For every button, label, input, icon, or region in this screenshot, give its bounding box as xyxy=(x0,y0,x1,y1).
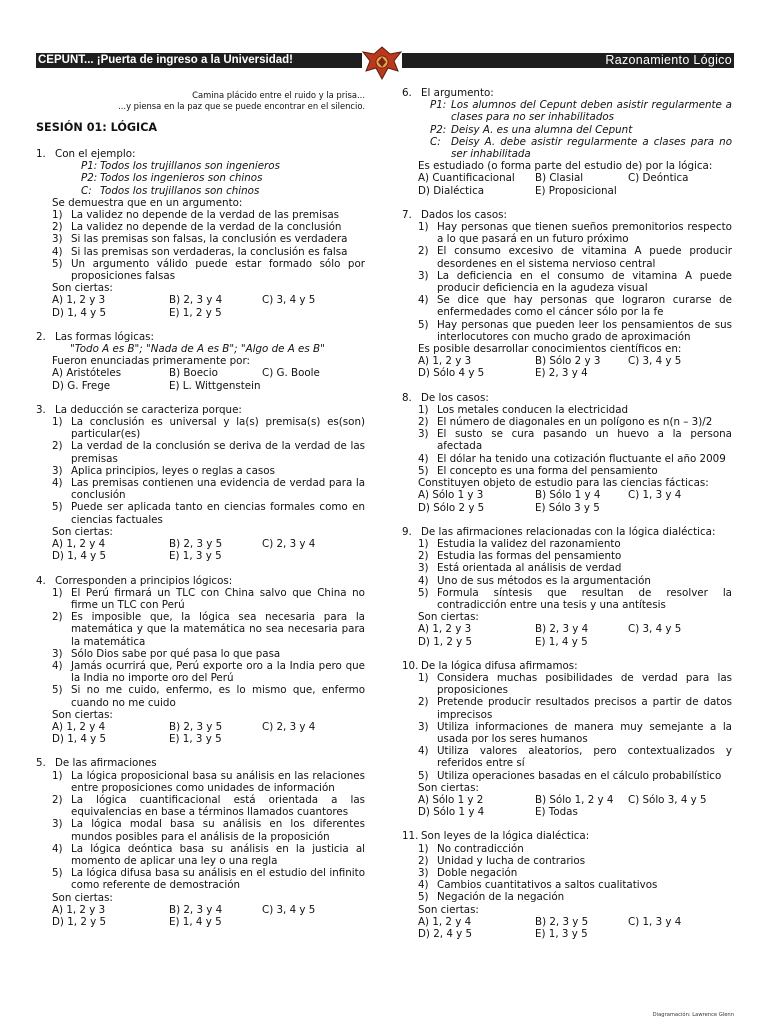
premise-label: C: xyxy=(430,135,441,148)
list-item: 1) La validez no depende de la verdad de las premisas xyxy=(52,209,339,222)
option-b: B) Sólo 1, 2 y 4 xyxy=(535,793,614,806)
question-7 xyxy=(402,209,732,380)
list-item: 5) Hay personas que pueden leer los pensamientos de sus interlocutores con mucho grado de aproximación xyxy=(418,318,732,343)
premise-label: P1: xyxy=(81,160,98,173)
answer-options xyxy=(52,721,365,745)
header-right-title: Razonamiento Lógico xyxy=(402,53,734,68)
question-3 xyxy=(36,404,365,563)
answer-options xyxy=(418,355,732,379)
option-b: B) 2, 3 y 4 xyxy=(169,903,223,916)
list-item: 5) Formula síntesis que resultan de resolver la contradicción entre una tesis y una antítesis xyxy=(418,586,732,611)
answer-options xyxy=(52,904,365,928)
option-c: C) 3, 4 y 5 xyxy=(262,294,316,307)
option-e: E) 1, 3 y 5 xyxy=(169,550,222,563)
question-text: Corresponden a principios lógicos: xyxy=(55,574,233,587)
question-number: 1. xyxy=(36,148,46,160)
premise xyxy=(52,160,365,172)
option-c: C) Sólo 3, 4 y 5 xyxy=(628,793,707,806)
list-item: 2) El número de diagonales en un polígono es n(n – 3)/2 xyxy=(418,416,713,429)
answer-options xyxy=(418,623,732,647)
question-number: 4. xyxy=(36,574,46,587)
premise-label: P2: xyxy=(430,123,447,136)
list-item: 5) Un argumento válido puede estar formado sólo por proposiciones falsas xyxy=(52,257,365,283)
premise-label: P2: xyxy=(81,172,98,185)
option-c: C) 1, 3 y 4 xyxy=(628,489,682,502)
list-item: 1) El Perú firmará un TLC con China salvo que China no firme un TLC con Perú xyxy=(52,586,365,611)
session-title: SESIÓN 01: LÓGICA xyxy=(36,121,158,134)
list-item: 2) Pretende producir resultados precisos a partir de datos imprecisos xyxy=(418,696,732,721)
option-d: D) Sólo 4 y 5 xyxy=(418,367,485,380)
question-text: De las afirmaciones relacionadas con la lógica dialéctica: xyxy=(421,525,716,538)
option-b: B) 2, 3 y 4 xyxy=(169,294,223,307)
right-column xyxy=(402,87,732,952)
list-item: 5) La lógica difusa basa su análisis en el estudio del infinito como referente de demostración xyxy=(52,867,365,892)
option-e: E) L. Wittgenstein xyxy=(169,379,261,392)
epigraph-line: ...y piensa en la paz que se puede encontrar en el silencio. xyxy=(118,100,365,111)
option-b: B) Sólo 1 y 4 xyxy=(535,489,601,502)
answer-options xyxy=(418,489,732,513)
option-a: A) Sólo 1 y 2 xyxy=(418,793,484,806)
option-e: E) 1, 4 y 5 xyxy=(169,915,222,928)
answer-options xyxy=(52,538,365,562)
option-c: C) 1, 3 y 4 xyxy=(628,915,682,928)
option-d: D) Sólo 2 y 5 xyxy=(418,501,485,514)
list-item: 4) Si las premisas son verdaderas, la conclusión es falsa xyxy=(52,245,348,258)
option-d: D) Dialéctica xyxy=(418,184,485,197)
premise-label: P1: xyxy=(430,99,447,112)
question-prompt: Son ciertas: xyxy=(418,903,479,916)
list-item: 3) La lógica modal basa su análisis en los diferentes mundos posibles para el análisis de la proposición xyxy=(52,818,365,843)
option-c: C) 2, 3 y 4 xyxy=(262,538,316,551)
list-item: 4) La lógica deóntica basa su análisis en la justicia al momento de aplicar una ley o una regla xyxy=(52,842,365,867)
question-4 xyxy=(36,575,365,746)
question-prompt: Son ciertas: xyxy=(52,525,113,538)
option-e: E) 2, 3 y 4 xyxy=(535,367,588,380)
list-item: 2) Estudia las formas del pensamiento xyxy=(418,550,622,563)
left-column xyxy=(36,148,365,940)
option-b: B) 2, 3 y 5 xyxy=(169,720,223,733)
question-text: El argumento: xyxy=(421,87,494,99)
list-item: 5) El concepto es una forma del pensamiento xyxy=(418,464,658,477)
question-10 xyxy=(402,660,732,819)
list-item: 1) Hay personas que tienen sueños premonitorios respecto a lo que pasará en un futuro próximo xyxy=(418,221,732,246)
question-number: 3. xyxy=(36,403,46,416)
list-item: 5) Utiliza operaciones basadas en el cálculo probabilístico xyxy=(418,769,722,782)
question-text: Con el ejemplo: xyxy=(55,148,136,160)
premise-label: C: xyxy=(81,184,92,197)
footer-credit: Diagramación: Lawrence Glenn xyxy=(652,1012,734,1018)
option-e: E) Sólo 3 y 5 xyxy=(535,501,600,514)
question-prompt: Son ciertas: xyxy=(418,611,479,624)
answer-options xyxy=(418,794,732,818)
premise-text: Los alumnos del Cepunt deben asistir regularmente a clases para no ser inhabilitados xyxy=(451,99,732,124)
question-1 xyxy=(36,148,365,319)
list-item: 4) Utiliza valores aleatorios, pero contextualizados y referidos entre sí xyxy=(418,745,732,770)
option-e: E) Proposicional xyxy=(535,184,617,197)
question-prompt: Son ciertas: xyxy=(52,891,113,904)
premise-text: Todos los ingenieros son chinos xyxy=(100,172,263,185)
option-c: C) G. Boole xyxy=(262,367,320,380)
question-text: Las formas lógicas: xyxy=(55,330,155,343)
option-c: C) 3, 4 y 5 xyxy=(628,355,682,368)
option-c: C) 3, 4 y 5 xyxy=(262,903,316,916)
option-d: D) 1, 2 y 5 xyxy=(418,635,473,648)
option-c: C) Deóntica xyxy=(628,172,689,185)
question-text: Son leyes de la lógica dialéctica: xyxy=(421,830,590,843)
question-6 xyxy=(402,87,732,197)
option-d: D) 2, 4 y 5 xyxy=(418,928,473,940)
option-e: E) 1, 4 y 5 xyxy=(535,635,588,648)
question-text: De las afirmaciones xyxy=(55,757,157,770)
question-intro: Es estudiado (o forma parte del estudio de) por la lógica: xyxy=(418,160,713,173)
option-d: D) Sólo 1 y 4 xyxy=(418,806,485,819)
question-number: 9. xyxy=(402,525,412,538)
logical-forms: "Todo A es B"; "Nada de A es B"; "Algo de A es B" xyxy=(70,343,325,356)
list-item: 3) Si las premisas son falsas, la conclusión es verdadera xyxy=(52,233,348,246)
list-item: 4) El dólar ha tenido una cotización fluctuante el año 2009 xyxy=(418,452,726,465)
list-item: 1) La conclusión es universal y la(s) premisa(s) es(son) particular(es) xyxy=(52,416,365,441)
question-number: 2. xyxy=(36,330,46,343)
question-number: 10. xyxy=(402,659,419,672)
option-a: A) Sólo 1 y 3 xyxy=(418,489,484,502)
answer-options xyxy=(52,294,365,318)
premise xyxy=(52,172,365,184)
list-item: 1) Considera muchas posibilidades de verdad para las proposiciones xyxy=(418,671,732,697)
option-e: E) 1, 3 y 5 xyxy=(535,928,588,940)
list-item: 4) Cambios cuantitativos a saltos cualitativos xyxy=(418,879,658,892)
question-8 xyxy=(402,392,732,514)
question-text: De los casos: xyxy=(421,391,489,404)
answer-options xyxy=(418,916,732,940)
epigraph xyxy=(36,90,365,111)
list-item: 3) Utiliza informaciones de manera muy semejante a la usada por los seres humanos xyxy=(418,720,732,745)
option-a: A) 1, 2 y 4 xyxy=(52,538,106,551)
premise xyxy=(418,124,732,136)
list-item: 3) El susto se cura pasando un huevo a la persona afectada xyxy=(418,428,732,453)
list-item: 5) Si no me cuido, enfermo, es lo mismo que, enfermo cuando no me cuido xyxy=(52,684,365,709)
question-number: 7. xyxy=(402,208,412,221)
option-e: E) 1, 2 y 5 xyxy=(169,306,222,319)
list-item: 2) Es imposible que, la lógica sea necesaria para la matemática y que la matemática no sea necesaria para la matemática xyxy=(52,611,365,648)
question-2 xyxy=(36,331,365,392)
option-b: B) Clasial xyxy=(535,172,584,185)
option-c: C) 3, 4 y 5 xyxy=(628,623,682,636)
list-item: 1) Los metales conducen la electricidad xyxy=(418,403,629,416)
option-d: D) 1, 4 y 5 xyxy=(52,733,107,746)
option-a: A) 1, 2 y 3 xyxy=(418,623,472,636)
option-d: D) 1, 4 y 5 xyxy=(52,550,107,563)
option-d: D) 1, 4 y 5 xyxy=(52,306,107,319)
question-number: 11. xyxy=(402,830,419,843)
list-item: 1) Estudia la validez del razonamiento xyxy=(418,537,621,550)
answer-options xyxy=(418,172,732,196)
option-d: D) G. Frege xyxy=(52,379,111,392)
premise xyxy=(418,136,732,160)
list-item: 4) Jamás ocurrirá que, Perú exporte oro a la India pero que la India no importe oro del Perú xyxy=(52,659,365,685)
question-text: Dados los casos: xyxy=(421,208,507,221)
question-prompt: Son ciertas: xyxy=(52,282,113,295)
list-item: 5) Puede ser aplicada tanto en ciencias formales como en ciencias factuales xyxy=(52,501,365,526)
list-item: 5) Negación de la negación xyxy=(418,891,565,904)
list-item: 1) No contradicción xyxy=(418,842,524,855)
option-a: A) 1, 2 y 3 xyxy=(52,294,106,307)
question-prompt: Son ciertas: xyxy=(52,708,113,721)
option-e: E) Todas xyxy=(535,806,578,819)
option-b: B) 2, 3 y 5 xyxy=(169,538,223,551)
question-5 xyxy=(36,757,365,928)
premise-text: Todos los trujillanos son ingenieros xyxy=(100,160,280,173)
premise-text: Deisy A. debe asistir regularmente a clases para no ser inhabilitada xyxy=(451,135,732,161)
list-item: 2) La verdad de la conclusión se deriva de la verdad de las premisas xyxy=(52,440,365,465)
list-item: 3) Sólo Dios sabe por qué pasa lo que pasa xyxy=(52,647,281,660)
list-item: 1) La lógica proposicional basa su análisis en las relaciones entre proposiciones como unidades de información xyxy=(52,769,365,794)
question-11 xyxy=(402,830,732,940)
list-item: 4) Se dice que hay personas que lograron curarse de enfermedades como el cáncer sólo por la fe xyxy=(418,294,732,319)
premise-text: Todos los trujillanos son chinos xyxy=(100,184,260,197)
question-text: La deducción se caracteriza porque: xyxy=(55,403,242,416)
question-intro: Fueron enunciadas primeramente por: xyxy=(52,355,250,368)
option-a: A) 1, 2 y 3 xyxy=(418,355,472,368)
answer-options xyxy=(52,367,365,391)
option-a: A) Aristóteles xyxy=(52,367,122,380)
question-intro: Se demuestra que en un argumento: xyxy=(52,196,243,209)
option-a: A) Cuantificacional xyxy=(418,172,515,185)
premise-text: Deisy A. es una alumna del Cepunt xyxy=(451,123,633,136)
option-b: B) Boecio xyxy=(169,367,218,380)
question-number: 6. xyxy=(402,87,412,99)
epigraph-line: Camina plácido entre el ruido y la prisa... xyxy=(192,90,365,100)
list-item: 2) Unidad y lucha de contrarios xyxy=(418,854,586,867)
premise xyxy=(52,185,365,197)
question-9 xyxy=(402,526,732,648)
option-a: A) 1, 2 y 3 xyxy=(52,903,106,916)
question-number: 5. xyxy=(36,757,46,770)
header-left-title: CEPUNT... ¡Puerta de ingreso a la Universidad! xyxy=(36,53,362,68)
premise xyxy=(418,99,732,123)
list-item: 2) La lógica cuantificacional está orientada a las equivalencias en base a términos llamados cuantores xyxy=(52,793,365,819)
list-item: 4) Las premisas contienen una evidencia de verdad para la conclusión xyxy=(52,477,365,502)
option-a: A) 1, 2 y 4 xyxy=(418,915,472,928)
list-item: 4) Uno de sus métodos es la argumentación xyxy=(418,574,651,587)
question-prompt: Constituyen objeto de estudio para las ciencias fácticas: xyxy=(418,477,709,490)
list-item: 3) La deficiencia en el consumo de vitamina A puede producir deficiencia en la agudeza visual xyxy=(418,269,732,295)
option-e: E) 1, 3 y 5 xyxy=(169,733,222,746)
list-item: 3) Está orientada al análisis de verdad xyxy=(418,562,622,575)
option-c: C) 2, 3 y 4 xyxy=(262,720,316,733)
question-number: 8. xyxy=(402,391,412,404)
list-item: 2) La validez no depende de la verdad de la conclusión xyxy=(52,221,342,234)
option-d: D) 1, 2 y 5 xyxy=(52,915,107,928)
option-a: A) 1, 2 y 4 xyxy=(52,720,106,733)
university-emblem-icon xyxy=(361,44,403,82)
list-item: 2) El consumo excesivo de vitamina A puede producir desordenes en el sistema nervioso central xyxy=(418,245,732,270)
question-prompt: Son ciertas: xyxy=(418,781,479,794)
option-b: B) Sólo 2 y 3 xyxy=(535,355,601,368)
question-text: De la lógica difusa afirmamos: xyxy=(421,659,578,672)
option-b: B) 2, 3 y 5 xyxy=(535,915,589,928)
list-item: 3) Aplica principios, leyes o reglas a casos xyxy=(52,464,275,477)
option-b: B) 2, 3 y 4 xyxy=(535,623,589,636)
list-item: 3) Doble negación xyxy=(418,866,518,879)
question-prompt: Es posible desarrollar conocimientos científicos en: xyxy=(418,343,682,356)
